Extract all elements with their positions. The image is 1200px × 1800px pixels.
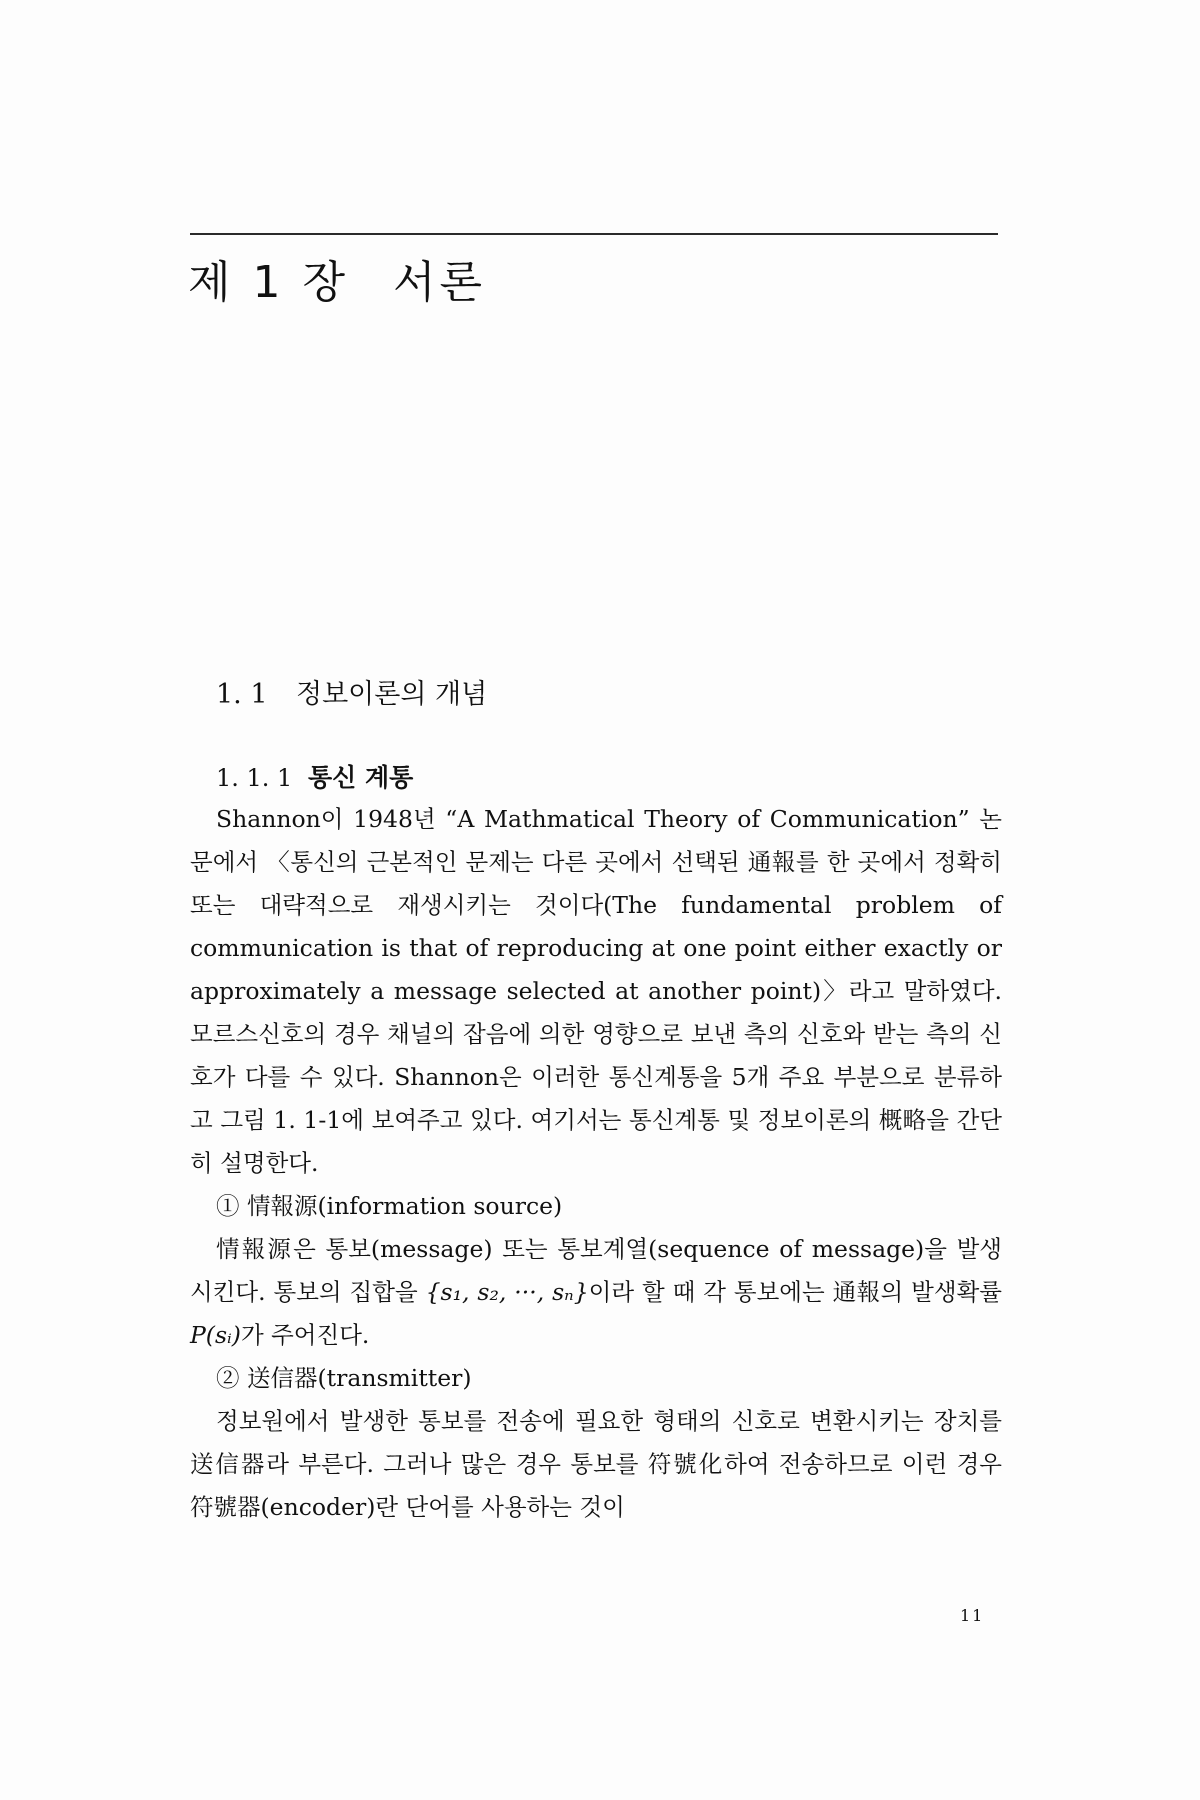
item-2-heading: ② 送信器(transmitter) [216, 1364, 472, 1392]
item-1-text-middle: 이라 할 때 각 통보에는 通報의 발생확률 [588, 1278, 1002, 1306]
chapter-number: 제 1 장 [188, 257, 349, 308]
chapter-title-text: 서론 [392, 257, 486, 308]
item-1-text-before: 情報源은 통보(message) 또는 통보계열(sequence of message)을 발생시킨다. 통보의 집합을 [190, 1235, 1002, 1306]
item-1-text-after: 가 주어진다. [240, 1321, 370, 1349]
item-2-paragraph: 정보원에서 발생한 통보를 전송에 필요한 형태의 신호로 변환시키는 장치를 送信器라 부른다. 그러나 많은 경우 통보를 符號化하여 전송하므로 이런 경우 符號器(encoder)란 단어를 사용하는 것이 [190, 1407, 1002, 1521]
item-1-paragraph [190, 1228, 1002, 1357]
section-heading [216, 672, 487, 711]
section-number: 1. 1 [216, 679, 268, 710]
item-1-heading: ① 情報源(information source) [216, 1192, 563, 1220]
message-probability: P(sᵢ) [190, 1321, 241, 1349]
subsection-number: 1. 1. 1 [216, 764, 293, 792]
subsection-heading [216, 758, 413, 794]
body-text [190, 798, 1002, 1529]
intro-paragraph: Shannon이 1948년 “A Mathmatical Theory of Communication” 논문에서 〈통신의 근본적인 문제는 다른 곳에서 선택된 通報를 한 곳에서 정확히 또는 대략적으로 재생시키는 것이다(The fundamental problem of communication is that of reproducing at one point either exactly or approximately a message selected at another point)〉라고 말하였다. 모르스신호의 경우 채널의 잡음에 의한 영향으로 보낸 측의 신호와 받는 측의 신호가 다를 수 있다. Shannon은 이러한 통신계통을 5개 주요 부분으로 분류하고 그림 1. 1-1에 보여주고 있다. 여기서는 통신계통 및 정보이론의 概略을 간단히 설명한다. [190, 805, 1002, 1177]
subsection-title-text: 통신 계통 [308, 763, 414, 792]
chapter-heading [188, 246, 486, 310]
message-set: {s₁, s₂, ···, sₙ} [425, 1278, 589, 1306]
section-title-text: 정보이론의 개념 [296, 679, 488, 710]
chapter-top-rule [190, 233, 998, 235]
page-number: 11 [960, 1606, 985, 1625]
